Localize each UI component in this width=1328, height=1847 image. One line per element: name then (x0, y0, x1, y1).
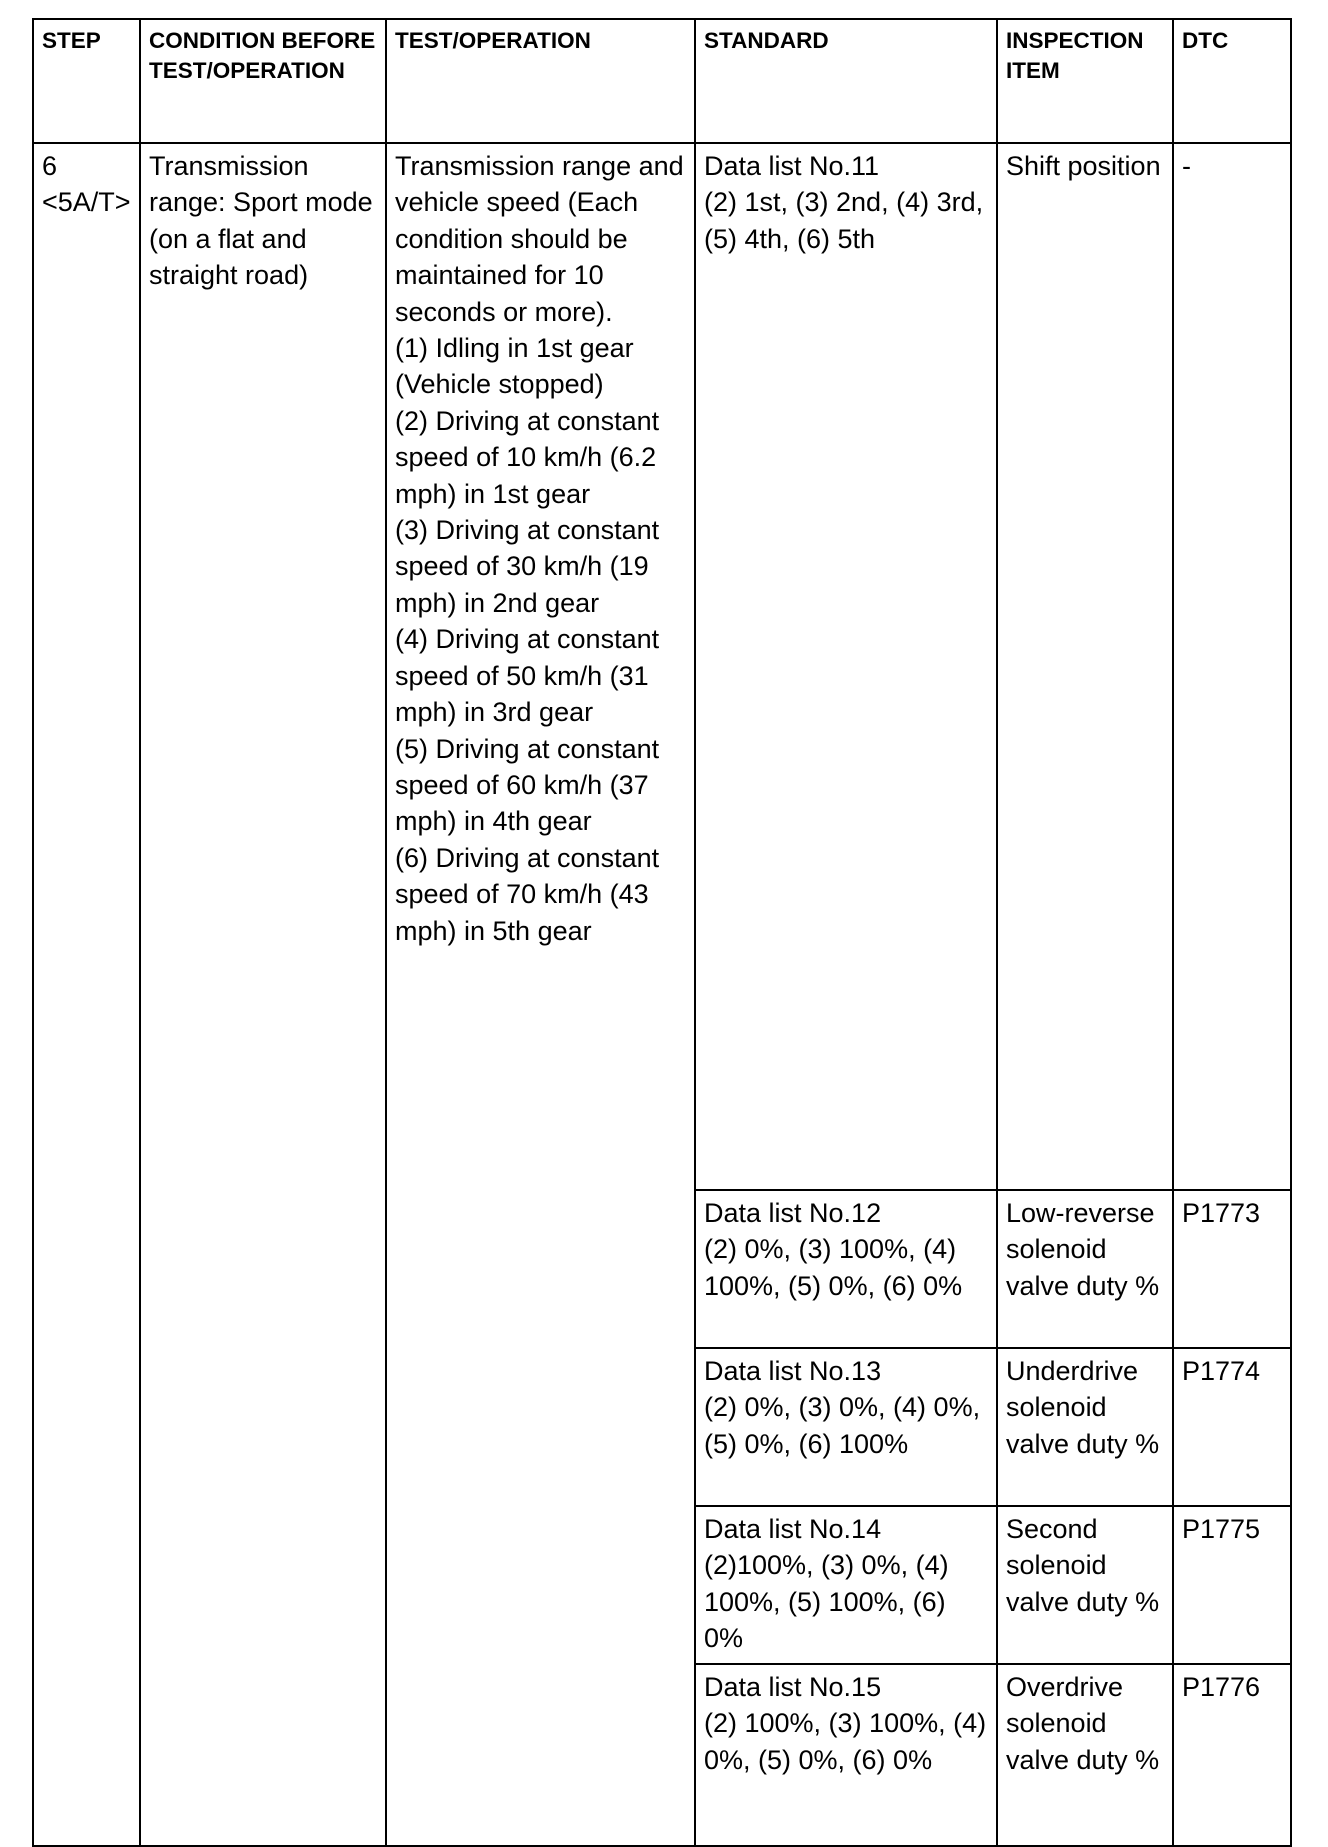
standard-values: (2) 0%, (3) 0%, (4) 0%, (5) 0%, (6) 100% (704, 1392, 981, 1459)
dtc-cell: - (1173, 143, 1291, 1190)
dtc-cell: P1776 (1173, 1664, 1291, 1846)
test-step: (2) Driving at constant speed of 10 km/h (6.2 mph) in 1st gear (395, 405, 660, 509)
standard-cell (695, 1506, 997, 1664)
step-variant: <5A/T> (42, 187, 131, 218)
standard-cell (695, 1664, 997, 1846)
standard-title: Data list No.12 (704, 1198, 882, 1228)
test-step: (4) Driving at constant speed of 50 km/h (31 mph) in 3rd gear (395, 624, 660, 728)
inspection-item-cell: Underdrive solenoid valve duty % (997, 1348, 1173, 1506)
inspection-item-cell: Shift position (997, 143, 1173, 1190)
standard-cell (695, 1348, 997, 1506)
header-row (33, 19, 1291, 143)
inspection-table (32, 18, 1292, 1847)
standard-title: Data list No.15 (704, 1672, 882, 1702)
standard-values: (2) 0%, (3) 100%, (4) 100%, (5) 0%, (6) 0% (704, 1234, 963, 1301)
header-standard: STANDARD (695, 19, 997, 143)
standard-title: Data list No.13 (704, 1356, 882, 1386)
dtc-cell: P1775 (1173, 1506, 1291, 1664)
inspection-item-cell: Second solenoid valve duty % (997, 1506, 1173, 1664)
inspection-item-cell: Overdrive solenoid valve duty % (997, 1664, 1173, 1846)
step-cell (33, 143, 140, 1846)
dtc-cell: P1774 (1173, 1348, 1291, 1506)
standard-values: (2) 1st, (3) 2nd, (4) 3rd, (5) 4th, (6) 5th (704, 187, 984, 254)
header-inspection-item: INSPECTION ITEM (997, 19, 1173, 143)
header-dtc: DTC (1173, 19, 1291, 143)
table-row (33, 143, 1291, 1190)
test-operation-cell (386, 143, 695, 1846)
test-step: (6) Driving at constant speed of 70 km/h (43 mph) in 5th gear (395, 842, 660, 946)
header-test-operation: TEST/OPERATION (386, 19, 695, 143)
dtc-cell: P1773 (1173, 1190, 1291, 1348)
standard-cell (695, 1190, 997, 1348)
condition-cell: Transmission range: Sport mode (on a flat and straight road) (140, 143, 386, 1846)
test-step: (5) Driving at constant speed of 60 km/h (37 mph) in 4th gear (395, 733, 660, 837)
test-step: (3) Driving at constant speed of 30 km/h (19 mph) in 2nd gear (395, 515, 660, 618)
standard-title: Data list No.11 (704, 151, 880, 181)
inspection-item-cell: Low-reverse solenoid valve duty % (997, 1190, 1173, 1348)
header-condition: CONDITION BEFORE TEST/OPERATION (140, 19, 386, 143)
standard-values: (2)100%, (3) 0%, (4) 100%, (5) 100%, (6) 0% (704, 1550, 949, 1654)
standard-values: (2) 100%, (3) 100%, (4) 0%, (5) 0%, (6) 0% (704, 1708, 987, 1775)
standard-cell (695, 143, 997, 1190)
test-step: (1) Idling in 1st gear (Vehicle stopped) (395, 333, 634, 400)
test-intro: Transmission range and vehicle speed (Each condition should be maintained for 10 seconds or more). (395, 151, 684, 327)
step-number: 6 (42, 151, 58, 181)
standard-title: Data list No.14 (704, 1514, 882, 1544)
header-step: STEP (33, 19, 140, 143)
